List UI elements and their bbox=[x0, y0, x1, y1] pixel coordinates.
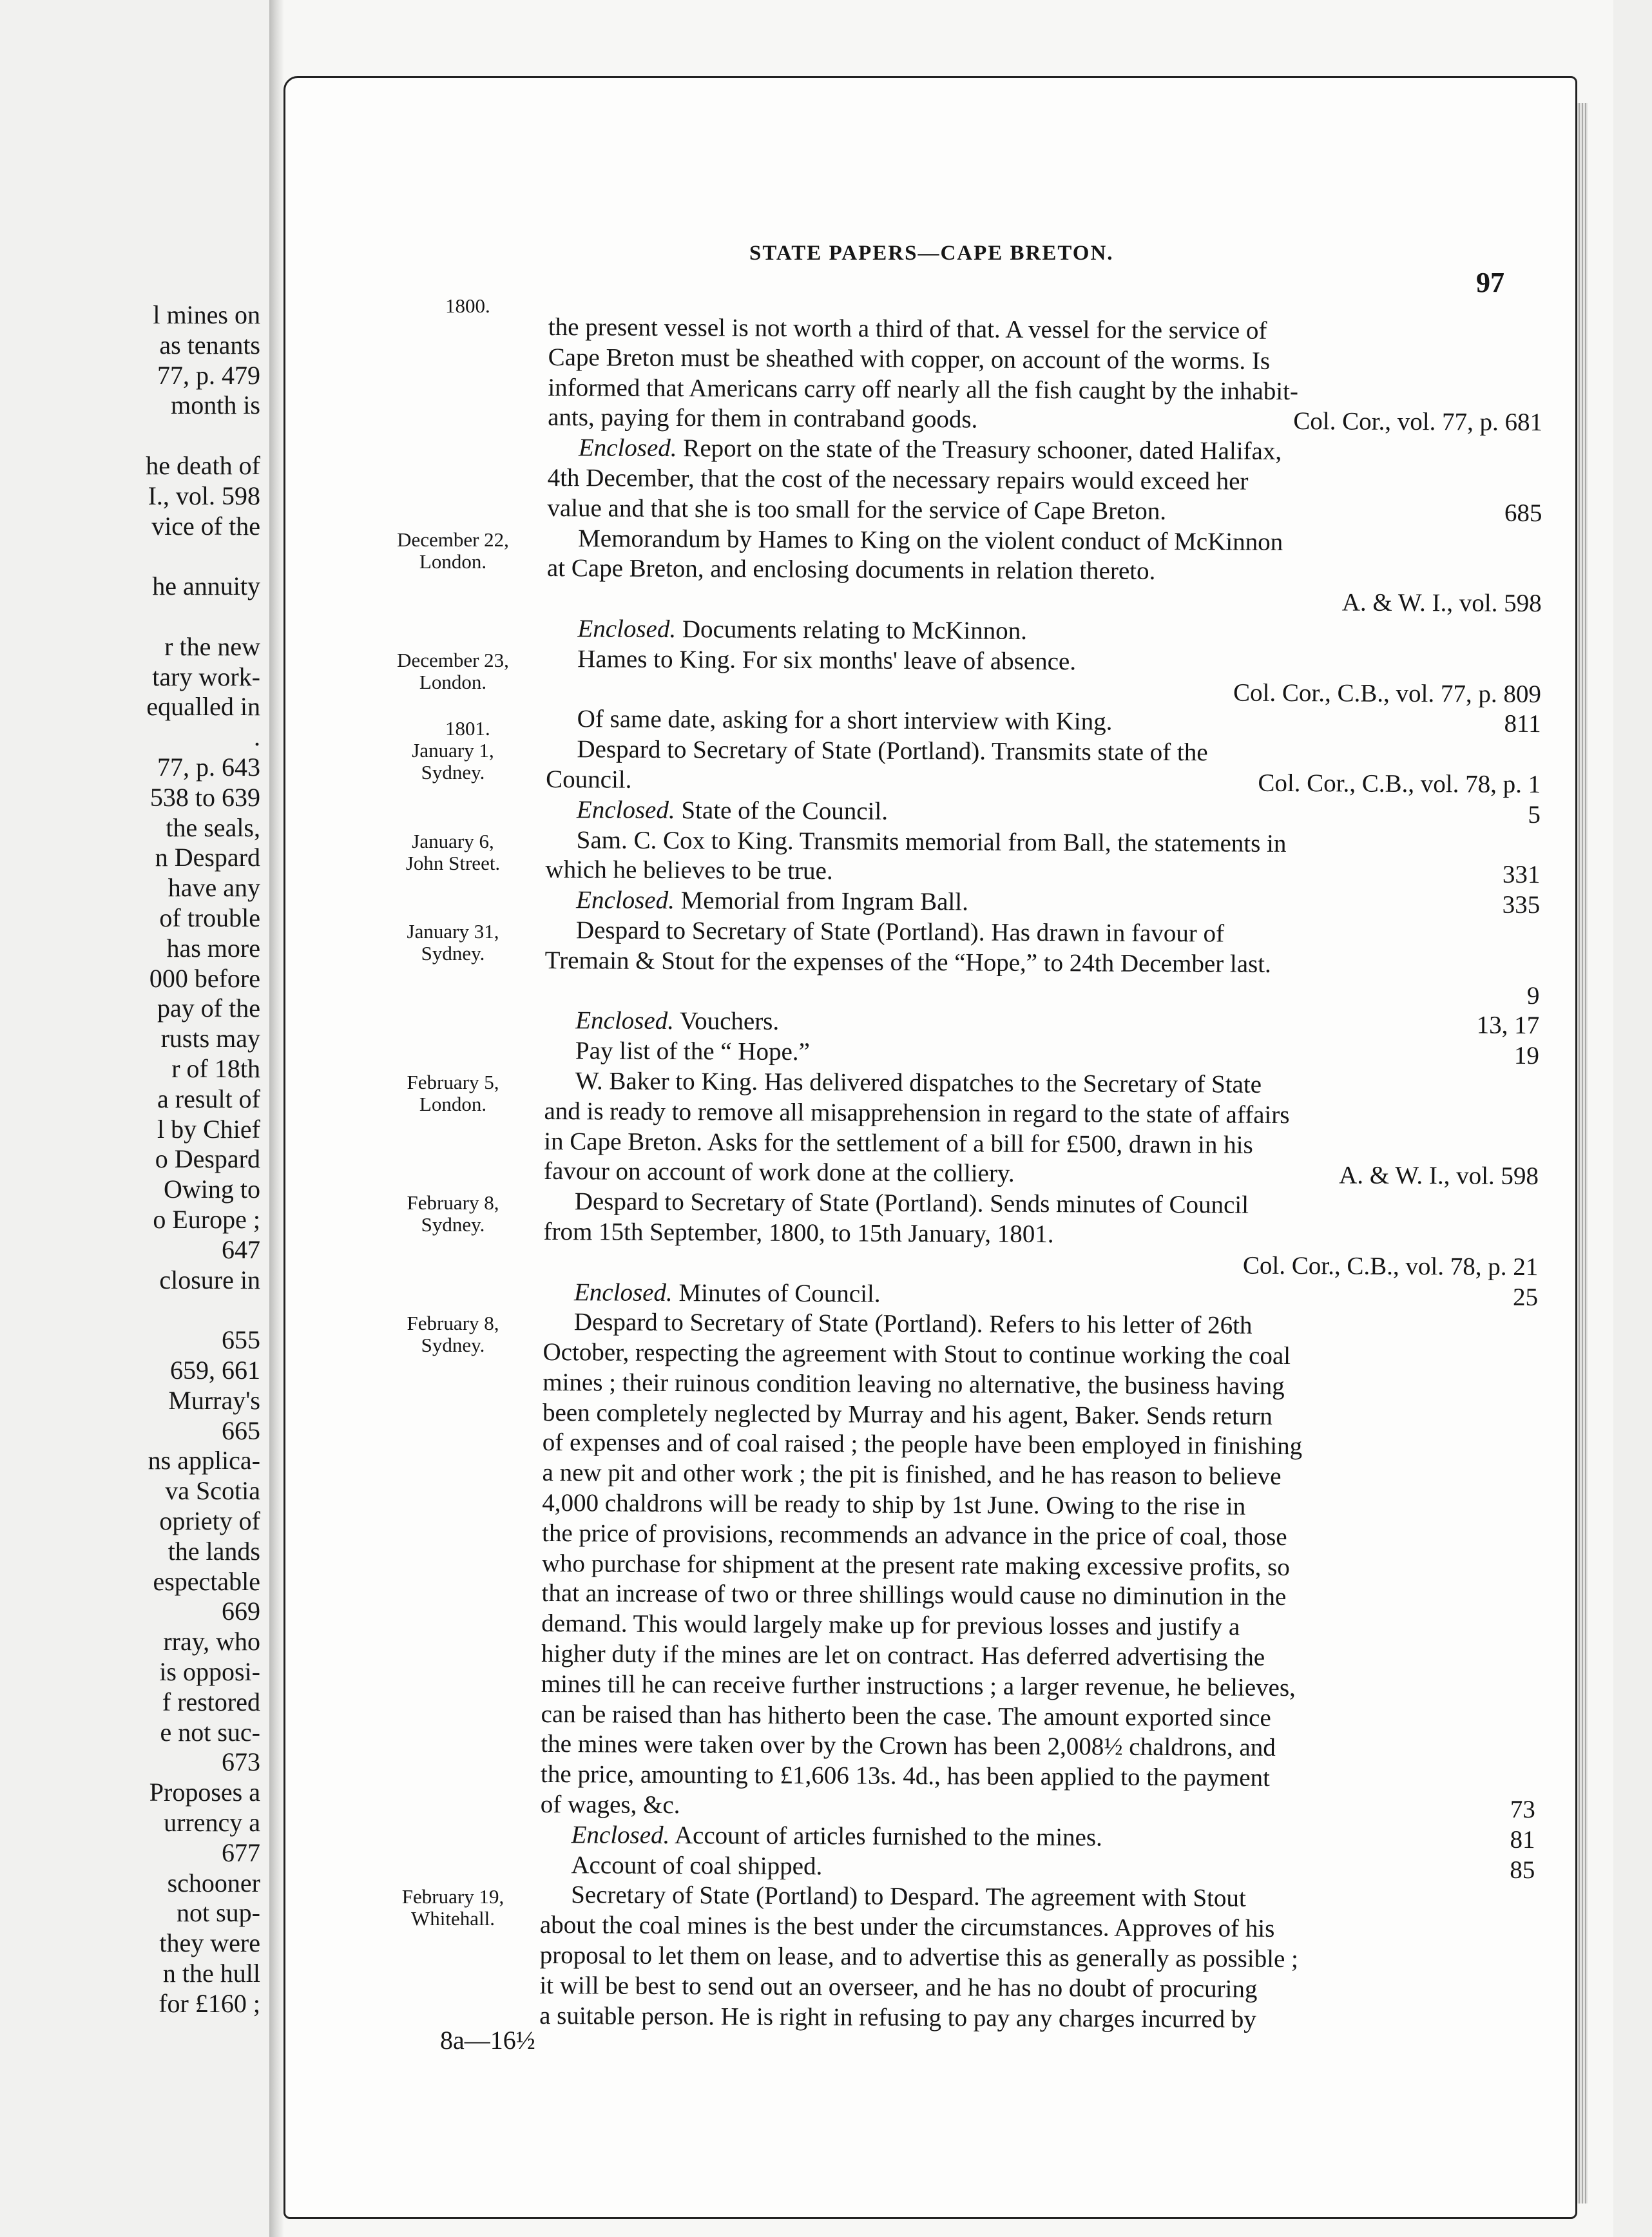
text-line bbox=[539, 2001, 1534, 2037]
line-text: a suitable person. He is right in refusing to pay any charges incurred by bbox=[539, 2001, 1256, 2033]
reference: Col. Cor., vol. 77, p. 681 bbox=[1293, 407, 1543, 437]
line-text: of wages, &c. bbox=[540, 1791, 680, 1819]
line-text: the mines were taken over by the Crown has been 2,008½ chaldrons, and bbox=[541, 1730, 1276, 1762]
line-text: value and that she is too small for the service of Cape Breton. bbox=[547, 494, 1167, 525]
margin-date-note bbox=[382, 1071, 524, 1115]
reference: 73 bbox=[1510, 1795, 1535, 1824]
left-page-fragment: the seals, bbox=[166, 812, 260, 842]
margin-place: London. bbox=[419, 550, 487, 573]
margin-date-note bbox=[382, 1192, 524, 1236]
left-page-fragment: o Europe ; bbox=[153, 1205, 260, 1234]
text-line bbox=[548, 343, 1543, 378]
left-page-fragment: l mines on bbox=[153, 300, 260, 329]
left-page-fragment: f restored bbox=[162, 1687, 260, 1716]
text-line bbox=[547, 494, 1542, 529]
text-line bbox=[541, 1729, 1535, 1765]
margin-place: Sydney. bbox=[421, 942, 485, 965]
left-page-fragment: e not suc- bbox=[160, 1717, 260, 1747]
left-page-fragment: Proposes a bbox=[149, 1778, 260, 1807]
left-page-fragment: n Despard bbox=[155, 843, 260, 872]
margin-place: Sydney. bbox=[421, 1213, 485, 1236]
line-text: that an increase of two or three shillings would cause no diminution in the bbox=[541, 1579, 1287, 1611]
left-page-fragment: 000 before bbox=[149, 963, 260, 993]
line-text: ants, paying for them in contraband goods. bbox=[548, 403, 978, 434]
text-line bbox=[544, 1126, 1539, 1162]
text-line bbox=[544, 1066, 1539, 1102]
text-line bbox=[540, 1910, 1535, 1946]
text-line bbox=[548, 463, 1542, 499]
text-line bbox=[546, 644, 1541, 680]
line-text: Despard to Secretary of State (Portland). Refers to his letter of 26th bbox=[573, 1308, 1253, 1340]
text-line bbox=[546, 795, 1541, 830]
left-page-fragment: 538 to 639 bbox=[149, 782, 260, 812]
left-page-fragment: 669 bbox=[222, 1597, 260, 1626]
line-text: can be raised than has hitherto been the case. The amount exported since bbox=[541, 1700, 1271, 1732]
margin-place: John Street. bbox=[405, 851, 501, 874]
left-page-fragment: l by Chief bbox=[157, 1114, 260, 1144]
page-number: 97 bbox=[1476, 267, 1504, 298]
margin-date-note bbox=[382, 830, 524, 874]
text-line bbox=[544, 1006, 1539, 1041]
left-page-fragment: he annuity bbox=[152, 571, 260, 601]
left-page-fragment: tary work- bbox=[152, 662, 260, 691]
margin-date-note bbox=[382, 740, 524, 783]
left-page-fragment: Owing to bbox=[164, 1175, 260, 1204]
text-line bbox=[541, 1790, 1535, 1825]
text-line bbox=[546, 704, 1541, 740]
text-line bbox=[539, 1971, 1534, 2006]
text-line bbox=[546, 614, 1541, 649]
left-page-fragment: va Scotia bbox=[165, 1476, 260, 1506]
left-page-fragment: I., vol. 598 bbox=[148, 481, 260, 510]
text-line bbox=[540, 1850, 1535, 1886]
line-text: Enclosed. Memorial from Ingram Ball. bbox=[576, 886, 969, 916]
text-line bbox=[544, 1097, 1539, 1132]
margin-date: January 6, bbox=[412, 829, 494, 852]
book-gutter bbox=[269, 0, 283, 2237]
text-line bbox=[543, 1217, 1538, 1253]
line-text: the price, amounting to £1,606 13s. 4d., has been applied to the payment bbox=[541, 1760, 1271, 1792]
text-line bbox=[542, 1519, 1537, 1554]
text-line bbox=[544, 1036, 1539, 1071]
margin-place: Sydney. bbox=[421, 761, 485, 784]
reference: 19 bbox=[1513, 1041, 1540, 1070]
left-page-fragment: 647 bbox=[222, 1234, 260, 1264]
text-line bbox=[546, 675, 1541, 710]
line-text: of expenses and of coal raised ; the people have been employed in finishing bbox=[542, 1428, 1303, 1461]
line-text: favour on account of work done at the colliery. bbox=[543, 1157, 1015, 1188]
text-line bbox=[543, 1368, 1537, 1403]
left-page-fragment: Murray's bbox=[168, 1385, 260, 1415]
text-line bbox=[543, 1307, 1538, 1343]
line-text: October, respecting the agreement with Stout to continue working the coal bbox=[543, 1338, 1291, 1370]
background-right bbox=[1613, 0, 1652, 2237]
running-header: STATE PAPERS—CAPE BRETON. bbox=[749, 242, 1114, 265]
left-page-fragment: n the hull bbox=[162, 1959, 260, 1988]
line-text: Of same date, asking for a short interview with King. bbox=[577, 705, 1113, 736]
margin-place: London. bbox=[419, 670, 487, 693]
text-line bbox=[546, 734, 1541, 770]
text-line bbox=[541, 1760, 1535, 1795]
margin-date-note bbox=[382, 649, 524, 693]
left-page-fragment: 77, p. 479 bbox=[157, 360, 260, 390]
line-text: who purchase for shipment at the present rate making excessive profits, so bbox=[541, 1549, 1290, 1581]
left-page-fragment: 655 bbox=[222, 1325, 260, 1355]
line-text: Tremain & Stout for the expenses of the “Hope,” to 24th December last. bbox=[544, 946, 1271, 978]
left-page-fragment: r of 18th bbox=[171, 1054, 260, 1083]
text-line bbox=[546, 765, 1541, 800]
reference: 25 bbox=[1512, 1283, 1539, 1311]
left-page-fragment: pay of the bbox=[157, 994, 260, 1023]
text-line bbox=[543, 1338, 1537, 1373]
body-text bbox=[539, 312, 1543, 2036]
line-text: 4th December, that the cost of the necessary repairs would exceed her bbox=[547, 463, 1249, 495]
text-line bbox=[541, 1609, 1536, 1644]
left-page-fragment: opriety of bbox=[159, 1506, 260, 1535]
left-page-fragment: ns applica- bbox=[148, 1446, 260, 1475]
text-line bbox=[540, 1880, 1535, 1915]
left-page-fragment: the lands bbox=[168, 1536, 260, 1566]
line-text: Enclosed. Minutes of Council. bbox=[573, 1278, 881, 1308]
left-page-fragment: r the new bbox=[164, 631, 260, 661]
line-text: Enclosed. Account of articles furnished to the mines. bbox=[571, 1821, 1102, 1852]
text-line bbox=[548, 312, 1543, 348]
text-line bbox=[542, 1549, 1537, 1584]
left-page-fragment: closure in bbox=[159, 1265, 260, 1294]
left-page-fragment: vice of the bbox=[151, 511, 260, 541]
text-line bbox=[545, 916, 1540, 951]
margin-place: Sydney. bbox=[421, 1334, 485, 1357]
margin-date: February 19, bbox=[401, 1885, 504, 1908]
text-line bbox=[545, 885, 1540, 921]
left-page-fragment: for £160 ; bbox=[158, 1988, 260, 2018]
text-line bbox=[544, 1157, 1539, 1192]
left-page-fragment: schooner bbox=[167, 1868, 260, 1897]
line-text: mines ; their ruinous condition leaving no alternative, the business having bbox=[543, 1368, 1285, 1400]
left-page bbox=[0, 0, 269, 2237]
line-text: proposal to let them on lease, and to advertise this as generally as possible ; bbox=[539, 1941, 1299, 1973]
text-line bbox=[547, 553, 1542, 589]
signature-mark: 8a—16½ bbox=[440, 2026, 535, 2055]
left-page-fragment: 677 bbox=[222, 1838, 260, 1867]
left-page-fragment: 659, 661 bbox=[170, 1356, 260, 1385]
right-page bbox=[283, 76, 1577, 2219]
line-text: Enclosed. Documents relating to McKinnon. bbox=[577, 615, 1028, 645]
left-page-fragment: espectable bbox=[153, 1566, 260, 1596]
text-line bbox=[540, 1941, 1535, 1976]
line-text: and is ready to remove all misapprehension in regard to the state of affairs bbox=[544, 1097, 1290, 1129]
left-page-fragment: he death of bbox=[146, 451, 260, 480]
margin-date: January 1, bbox=[412, 739, 494, 762]
line-text: Memorandum by Hames to King on the violent conduct of McKinnon bbox=[578, 524, 1283, 556]
left-page-fragment: as tenants bbox=[159, 330, 260, 360]
left-page-fragment: equalled in bbox=[146, 692, 260, 722]
line-text: Pay list of the “ Hope.” bbox=[575, 1037, 811, 1066]
line-text: a new pit and other work ; the pit is finished, and he has reason to believe bbox=[542, 1459, 1282, 1491]
margin-date-note bbox=[382, 1312, 524, 1356]
left-page-fragment: not sup- bbox=[177, 1898, 260, 1928]
line-text: the present vessel is not worth a third of that. A vessel for the service of bbox=[548, 313, 1267, 345]
text-line bbox=[548, 433, 1542, 468]
line-text: Enclosed. Report on the state of the Treasury schooner, dated Halifax, bbox=[578, 434, 1282, 466]
year-label-1800: 1800. bbox=[445, 294, 490, 317]
text-line bbox=[545, 946, 1540, 981]
margin-date: January 31, bbox=[407, 920, 499, 943]
text-line bbox=[543, 1247, 1538, 1283]
left-page-fragment: a result of bbox=[157, 1084, 260, 1113]
line-text: at Cape Breton, and enclosing documents in relation thereto. bbox=[546, 554, 1156, 586]
line-text: Secretary of State (Portland) to Despard. The agreement with Stout bbox=[571, 1881, 1246, 1913]
line-text: mines till he can receive further instructions ; a larger revenue, he believes, bbox=[541, 1669, 1296, 1702]
line-text: from 15th September, 1800, to 15th January, 1801. bbox=[543, 1217, 1054, 1249]
line-text: 4,000 chaldrons will be ready to ship by 1st June. Owing to the rise in bbox=[542, 1489, 1246, 1521]
line-text: Despard to Secretary of State (Portland). Has drawn in favour of bbox=[575, 916, 1225, 948]
line-text: Account of coal shipped. bbox=[571, 1850, 823, 1880]
text-line bbox=[543, 1398, 1537, 1434]
reference: 85 bbox=[1510, 1856, 1535, 1884]
margin-date-note bbox=[382, 529, 524, 573]
left-page-fragment: o Despard bbox=[155, 1144, 260, 1174]
left-page-fragment: 673 bbox=[222, 1747, 260, 1777]
reference: Col. Cor., C.B., vol. 78, p. 1 bbox=[1258, 769, 1541, 799]
margin-date: February 8, bbox=[407, 1312, 499, 1335]
left-page-fragment: rusts may bbox=[160, 1024, 260, 1053]
left-page-fragment: has more bbox=[166, 933, 260, 963]
reference: 331 bbox=[1502, 861, 1541, 889]
line-text: which he believes to be true. bbox=[545, 856, 833, 885]
left-page-fragment: they were bbox=[159, 1928, 260, 1958]
line-text: W. Baker to King. Has delivered dispatches to the Secretary of State bbox=[575, 1067, 1262, 1099]
line-text: Sam. C. Cox to King. Transmits memorial from Ball, the statements in bbox=[576, 825, 1287, 858]
left-page-fragment: rray, who bbox=[163, 1627, 260, 1656]
margin-date: February 5, bbox=[407, 1071, 499, 1093]
text-line bbox=[541, 1820, 1535, 1856]
left-page-fragment: month is bbox=[171, 390, 260, 420]
text-line bbox=[541, 1669, 1536, 1705]
year-label-1801: 1801. bbox=[445, 717, 490, 740]
reference: 811 bbox=[1504, 710, 1541, 738]
reference: A. & W. I., vol. 598 bbox=[1341, 588, 1542, 618]
text-line bbox=[542, 1458, 1537, 1493]
text-line bbox=[548, 403, 1542, 438]
line-text: Despard to Secretary of State (Portland). Transmits state of the bbox=[577, 735, 1208, 767]
left-page-fragment: of trouble bbox=[159, 903, 260, 932]
margin-place: Whitehall. bbox=[411, 1906, 495, 1930]
line-text: Enclosed. Vouchers. bbox=[575, 1006, 780, 1036]
text-line bbox=[545, 855, 1540, 890]
left-page-fragment: 665 bbox=[222, 1416, 260, 1445]
line-text: Enclosed. State of the Council. bbox=[576, 795, 888, 825]
text-line bbox=[543, 1277, 1538, 1312]
margin-date: February 8, bbox=[407, 1191, 499, 1215]
reference: Col. Cor., C.B., vol. 77, p. 809 bbox=[1233, 678, 1542, 708]
reference: 685 bbox=[1504, 499, 1542, 527]
margin-date-note bbox=[382, 921, 524, 965]
line-text: demand. This would largely make up for previous losses and justify a bbox=[541, 1609, 1240, 1641]
left-page-fragment: is opposi- bbox=[159, 1657, 260, 1686]
margin-place: London. bbox=[419, 1093, 487, 1115]
left-page-fragment: 77, p. 643 bbox=[157, 753, 260, 782]
text-line bbox=[543, 1428, 1537, 1463]
text-line bbox=[541, 1639, 1536, 1675]
margin-date: December 22, bbox=[397, 528, 509, 551]
text-line bbox=[546, 825, 1541, 861]
left-page-fragment: urrency a bbox=[164, 1808, 260, 1837]
reference: 5 bbox=[1528, 800, 1541, 829]
reference: 81 bbox=[1510, 1825, 1535, 1854]
text-line bbox=[548, 373, 1542, 408]
reference: Col. Cor., C.B., vol. 78, p. 21 bbox=[1242, 1251, 1539, 1281]
line-text: it will be best to send out an overseer, and he has no doubt of procuring bbox=[539, 1971, 1258, 2003]
reference: 13, 17 bbox=[1476, 1011, 1540, 1040]
text-line bbox=[541, 1700, 1535, 1735]
line-text: about the coal mines is the best under the circumstances. Approves of his bbox=[539, 1911, 1275, 1943]
margin-date-note bbox=[382, 1886, 524, 1930]
text-line bbox=[544, 1187, 1539, 1222]
line-text: Despard to Secretary of State (Portland). Sends minutes of Council bbox=[574, 1187, 1249, 1219]
left-page-fragment: have any bbox=[168, 873, 260, 903]
line-text: the price of provisions, recommends an advance in the price of coal, those bbox=[541, 1519, 1287, 1551]
left-page-fragment: . bbox=[254, 722, 260, 752]
line-text: been completely neglected by Murray and his agent, Baker. Sends return bbox=[542, 1398, 1273, 1430]
text-line bbox=[542, 1488, 1537, 1524]
line-text: in Cape Breton. Asks for the settlement of a bill for £500, drawn in his bbox=[544, 1127, 1253, 1159]
reference: 335 bbox=[1502, 890, 1541, 919]
text-line bbox=[547, 524, 1542, 559]
line-text: Council. bbox=[546, 765, 632, 794]
line-text: Cape Breton must be sheathed with copper, on account of the worms. Is bbox=[548, 343, 1271, 375]
line-text: informed that Americans carry off nearly all the fish caught by the inhabit- bbox=[548, 373, 1299, 405]
text-line bbox=[544, 976, 1539, 1012]
reference: 9 bbox=[1526, 981, 1540, 1010]
text-line bbox=[547, 584, 1542, 619]
reference: A. & W. I., vol. 598 bbox=[1339, 1161, 1539, 1191]
line-text: higher duty if the mines are let on contract. Has deferred advertising the bbox=[541, 1640, 1265, 1671]
margin-date: December 23, bbox=[397, 648, 509, 671]
text-line bbox=[541, 1579, 1536, 1614]
line-text: Hames to King. For six months' leave of absence. bbox=[577, 645, 1077, 676]
